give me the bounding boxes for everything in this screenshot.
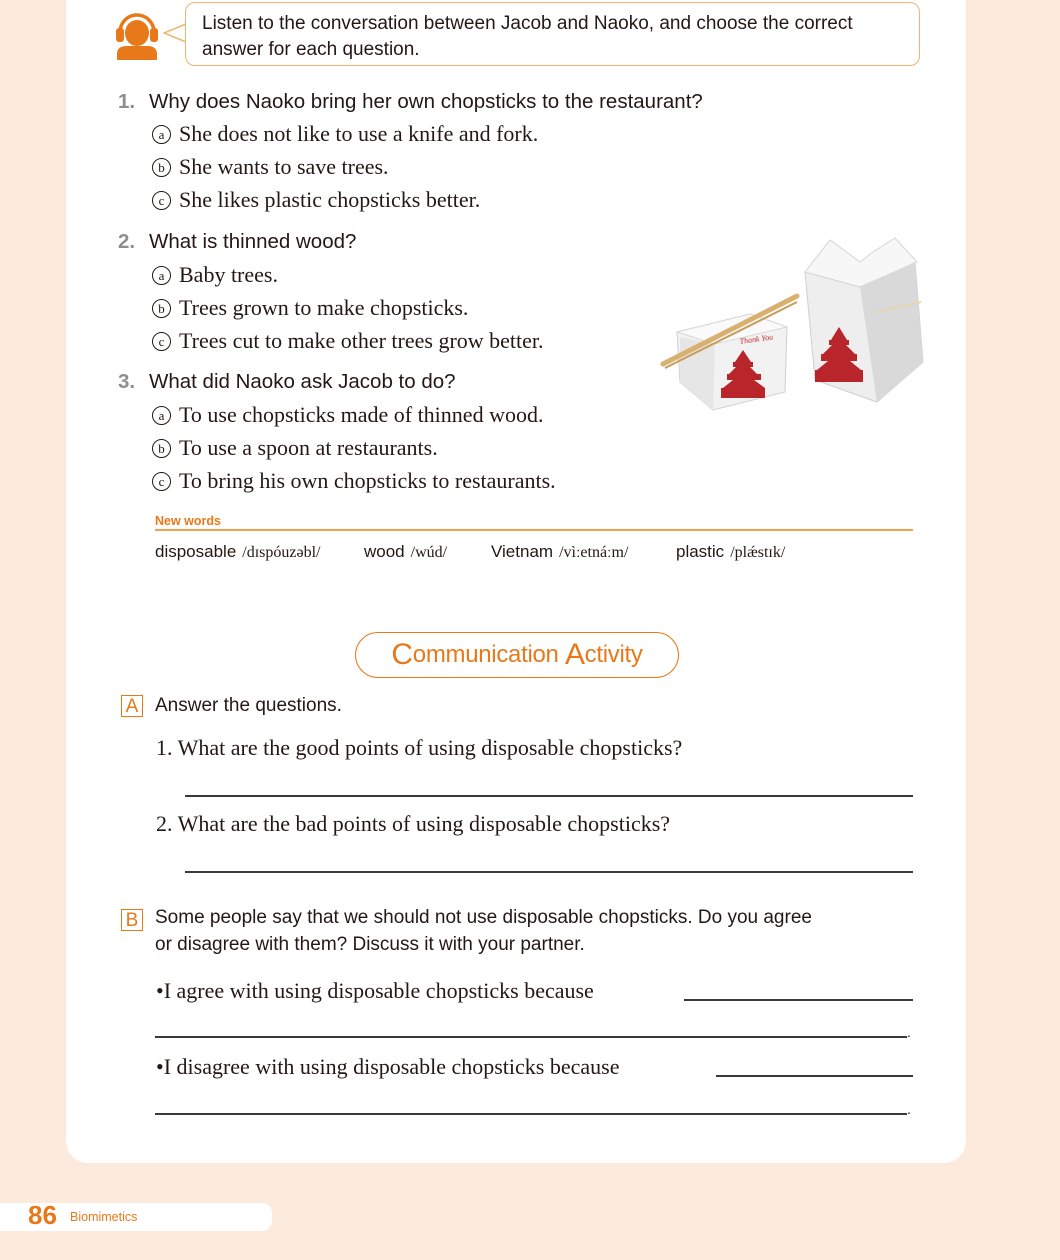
phonetic: /plǽstɪk/	[730, 544, 786, 561]
option-1b[interactable]	[152, 154, 389, 180]
option-mark: a	[152, 406, 171, 425]
new-word-disposable	[155, 542, 321, 562]
option-mark: c	[152, 191, 171, 210]
agree-answer-line-1[interactable]	[684, 999, 913, 1001]
section-b-instruction-line-2: or disagree with them? Discuss it with your partner.	[155, 934, 585, 955]
phonetic: /vìːetnáːm/	[559, 544, 629, 561]
book-title: Biomimetics	[70, 1210, 138, 1224]
title-initial: C	[391, 638, 413, 671]
option-text: She likes plastic chopsticks better.	[179, 187, 481, 212]
option-text: To bring his own chopsticks to restaurants.	[179, 468, 556, 493]
option-mark: b	[152, 158, 171, 177]
phonetic: /dɪspóuzəbl/	[242, 544, 321, 561]
question-1	[118, 90, 703, 114]
option-text: She does not like to use a knife and fork.	[179, 121, 539, 146]
disagree-answer-line-1[interactable]	[716, 1075, 913, 1077]
agree-answer-line-2[interactable]	[155, 1036, 907, 1038]
question-number: 2.	[118, 230, 136, 253]
option-3c[interactable]	[152, 468, 556, 494]
option-text: Trees cut to make other trees grow better.	[179, 328, 544, 353]
option-3b[interactable]	[152, 435, 438, 461]
title-rest: ommunication	[412, 641, 565, 668]
section-b-instruction-line-1: Some people say that we should not use disposable chopsticks. Do you agree	[155, 907, 812, 928]
option-mark: c	[152, 332, 171, 351]
answer-line-2[interactable]	[185, 871, 913, 873]
option-mark: b	[152, 299, 171, 318]
option-mark: c	[152, 472, 171, 491]
title-initial: A	[564, 638, 585, 671]
new-word-wood	[364, 542, 447, 562]
section-a-instruction: Answer the questions.	[155, 695, 342, 716]
disagree-answer-line-2[interactable]	[155, 1113, 907, 1115]
communication-activity-title	[355, 632, 679, 678]
word: disposable	[155, 542, 237, 561]
option-text: She wants to save trees.	[179, 154, 389, 179]
option-3a[interactable]	[152, 402, 543, 428]
new-words-divider	[155, 529, 913, 531]
question-text: Why does Naoko bring her own chopsticks to the restaurant?	[149, 90, 703, 113]
instruction-text: Listen to the conversation between Jacob and Naoko, and choose the correct answer for each question.	[202, 13, 853, 60]
title-rest: ctivity	[584, 641, 643, 668]
option-1a[interactable]	[152, 121, 538, 147]
question-3	[118, 370, 456, 394]
option-2a[interactable]	[152, 262, 278, 288]
question-text: What is thinned wood?	[149, 230, 357, 253]
phonetic: /wúd/	[410, 544, 448, 561]
question-number: 3.	[118, 370, 136, 393]
page-number: 86	[28, 1200, 57, 1230]
question-text: What did Naoko ask Jacob to do?	[149, 370, 456, 393]
word: plastic	[676, 542, 725, 561]
agree-prompt: •I agree with using disposable chopsticks because	[156, 978, 594, 1003]
new-word-vietnam	[491, 542, 628, 562]
new-words-label: New words	[155, 514, 221, 528]
option-mark: b	[152, 439, 171, 458]
option-text: Trees grown to make chopsticks.	[179, 295, 469, 320]
option-text: Baby trees.	[179, 262, 278, 287]
section-b-label: B	[121, 909, 143, 931]
option-1c[interactable]	[152, 187, 480, 213]
option-2b[interactable]	[152, 295, 468, 321]
disagree-prompt: •I disagree with using disposable chopsticks because	[156, 1054, 620, 1079]
question-2	[118, 230, 356, 254]
headphones-listener-icon	[114, 10, 160, 60]
option-mark: a	[152, 125, 171, 144]
speech-bubble-tail	[163, 22, 187, 44]
new-word-plastic	[676, 542, 785, 562]
instruction-bubble	[185, 2, 920, 66]
section-a-label: A	[121, 695, 143, 717]
takeout-boxes-photo	[655, 232, 955, 412]
question-number: 1.	[118, 90, 136, 113]
section-a-question-1: 1. What are the good points of using disposable chopsticks?	[156, 735, 683, 760]
option-text: To use chopsticks made of thinned wood.	[179, 402, 544, 427]
box-thank-you-text: Thank You	[739, 332, 774, 346]
option-mark: a	[152, 266, 171, 285]
section-a-question-2: 2. What are the bad points of using disposable chopsticks?	[156, 811, 671, 836]
word: Vietnam	[491, 542, 554, 561]
answer-line-1[interactable]	[185, 795, 913, 797]
word: wood	[364, 542, 405, 561]
agree-period: .	[907, 1024, 911, 1040]
option-text: To use a spoon at restaurants.	[179, 435, 438, 460]
option-2c[interactable]	[152, 328, 544, 354]
disagree-period: .	[907, 1101, 911, 1117]
